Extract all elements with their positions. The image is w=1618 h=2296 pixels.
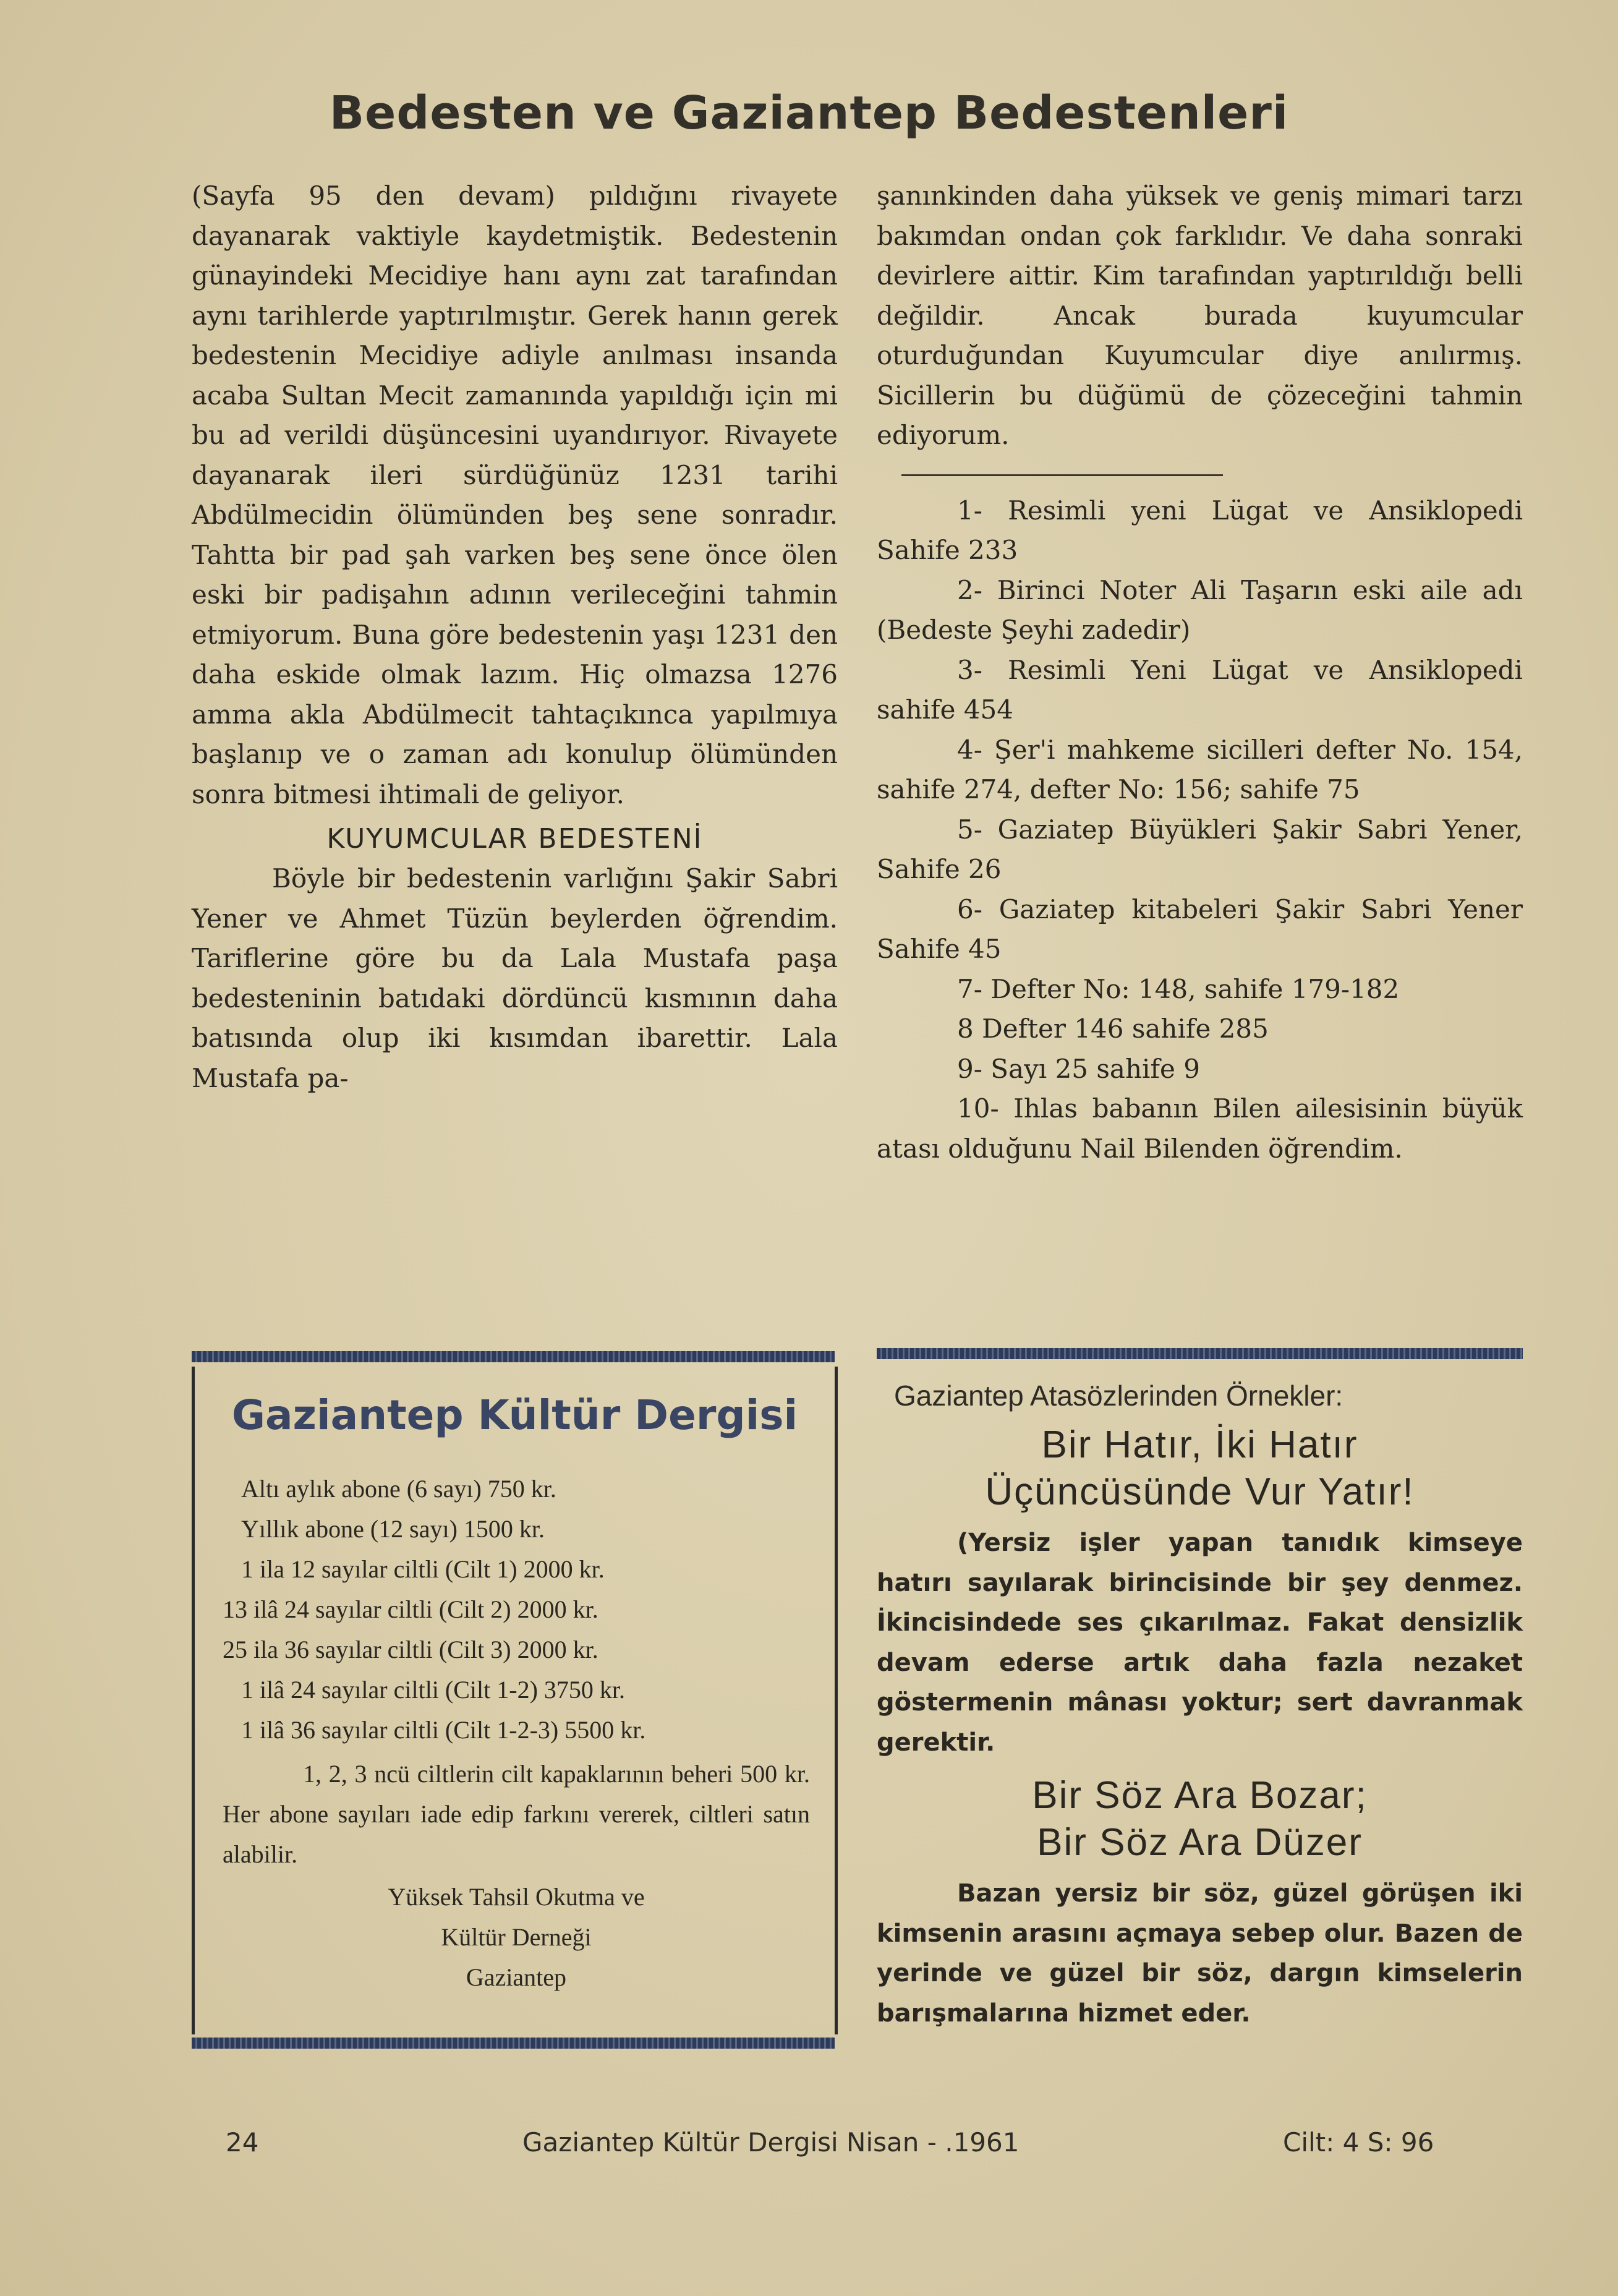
proverbs-title: Gaziantep Atasözlerinden Örnekler:	[894, 1380, 1343, 1412]
proverb-top-rule	[877, 1348, 1523, 1359]
price-line: 1 ila 12 sayılar ciltli (Cilt 1) 2000 kr.	[241, 1555, 605, 1583]
box-note: 1, 2, 3 ncü ciltlerin cilt kapaklarının beheri 500 kr. Her abone sayıları iade edip farkını vererek, ciltleri satın alabilir.	[223, 1760, 810, 1868]
price-list	[223, 1469, 810, 1997]
price-line: 25 ila 36 sayılar ciltli (Cilt 3) 2000 kr.	[223, 1636, 598, 1663]
page-number: 24	[226, 2127, 259, 2157]
reference-item: 1- Resimli yeni Lügat ve Ansiklopedi Sahife 233	[877, 495, 1523, 565]
price-line: Altı aylık abone (6 sayı) 750 kr.	[241, 1475, 556, 1503]
price-line: 13 ilâ 24 sayılar ciltli (Cilt 2) 2000 kr.	[223, 1595, 598, 1623]
box-sign-line: Yüksek Tahsil Okutma ve	[388, 1883, 645, 1911]
proverb-explanation: (Yersiz işler yapan tanıdık kimseye hatırı sayılarak birincisinde bir şey denmez. İkincisindede ses çıkarılmaz. Fakat densizlik devam ederse artık daha fazla nezaket göstermenin mânası yoktur; sert davranmak gerektir.	[877, 1529, 1523, 1757]
page-title: Bedesten ve Gaziantep Bedestenleri	[329, 87, 1289, 140]
article-paragraph: Böyle bir bedestenin varlığını Şakir Sabri Yener ve Ahmet Tüzün beylerden öğrendim. Tariflerine göre bu da Lala Mustafa paşa bedesteninin batıdaki dördüncü kısmının daha batısında olup iki kısımdan ibarettir. Lala Mustafa pa-	[192, 863, 838, 1093]
journal-footer: Gaziantep Kültür Dergisi Nisan - .1961	[522, 2127, 1020, 2157]
reference-item: 7- Defter No: 148, sahife 179-182	[957, 973, 1400, 1004]
box-top-rule	[192, 1351, 835, 1362]
proverb-heading: Bir Söz Ara Bozar;	[1032, 1774, 1368, 1817]
left-column	[192, 176, 838, 1098]
box-bottom-rule	[192, 2038, 835, 2049]
right-column	[877, 176, 1523, 1169]
reference-item: 3- Resimli Yeni Lügat ve Ansiklopedi sahife 454	[877, 654, 1523, 725]
reference-item: 8 Defter 146 sahife 285	[957, 1014, 1269, 1044]
proverb-heading: Üçüncüsünde Vur Yatır!	[985, 1470, 1415, 1513]
reference-item: 6- Gaziatep kitabeleri Şakir Sabri Yener Sahife 45	[877, 894, 1523, 964]
proverb-heading: Bir Hatır, İki Hatır	[1041, 1423, 1358, 1466]
box-title: Gaziantep Kültür Dergisi	[231, 1391, 798, 1439]
price-line: 1 ilâ 24 sayılar ciltli (Cilt 1-2) 3750 kr.	[241, 1676, 626, 1704]
article-paragraph: şanınkinden daha yüksek ve geniş mimari tarzı bakımdan ondan çok farklıdır. Ve daha sonraki devirlere aittir. Kim tarafından yaptırıldığı belli değildir. Ancak burada kuyumcular oturduğundan Kuyumcular diye anılırmış. Sicillerin bu düğümü de çözeceğini tahmin ediyorum.	[877, 181, 1523, 450]
box-sign-line: Gaziantep	[466, 1963, 567, 1991]
box-sign-line: Kültür Derneği	[441, 1923, 592, 1951]
article-paragraph: (Sayfa 95 den devam) pıldığını rivayete dayanarak vaktiyle kaydetmiştik. Bedestenin günayindeki Mecidiye hanı aynı zat tarafından aynı tarihlerde yaptırılmıştır. Gerek hanın gerek bedestenin Mecidiye adiyle anılması insanda acaba Sultan Mecit zamanında yapıldığı için mi bu ad verildi düşüncesini uyandırıyor. Rivayete dayanarak ileri sürdüğünüz 1231 tarihi Abdülmecidin ölümünden beş sene sonradır. Tahtta bir pad şah varken beş sene önce ölen eski bir padişahın adının verileceğini tahmin etmiyorum. Buna göre bedestenin yaşı 1231 den daha eskide olmak lazım. Hiç olmazsa 1276 amma akla Abdülmecit tahtaçıkınca yapılmıya başlanıp ve o zaman adı konulup ölümünden sonra bitmesi ihtimali de geliyor.	[192, 181, 838, 809]
volume-footer: Cilt: 4 S: 96	[1283, 2127, 1434, 2157]
reference-item: 10- Ihlas babanın Bilen ailesisinin büyük atası olduğunu Nail Bilenden öğrendim.	[877, 1093, 1523, 1164]
reference-item: 2- Birinci Noter Ali Taşarın eski aile adı (Bedeste Şeyhi zadedir)	[877, 574, 1523, 645]
divider	[901, 474, 1223, 476]
proverb-heading: Bir Söz Ara Düzer	[1037, 1821, 1363, 1864]
reference-item: 5- Gaziatep Büyükleri Şakir Sabri Yener, Sahife 26	[877, 814, 1523, 884]
proverb-explanation: Bazan yersiz bir söz, güzel görüşen iki kimsenin arasını açmaya sebep olur. Bazen de yerinde ve güzel bir söz, dargın kimselerin barışmalarına hizmet eder.	[877, 1879, 1523, 2028]
section-heading: KUYUMCULAR BEDESTENİ	[326, 823, 703, 855]
reference-item: 4- Şer'i mahkeme sicilleri defter No. 154, sahife 274, defter No: 156; sahife 75	[877, 734, 1523, 804]
price-line: Yıllık abone (12 sayı) 1500 kr.	[241, 1515, 545, 1543]
proverbs-section	[877, 1376, 1523, 2033]
references-list	[877, 491, 1523, 1169]
subscription-box	[192, 1367, 838, 2034]
reference-item: 9- Sayı 25 sahife 9	[957, 1053, 1200, 1084]
price-line: 1 ilâ 36 sayılar ciltli (Cilt 1-2-3) 5500 kr.	[241, 1716, 646, 1744]
